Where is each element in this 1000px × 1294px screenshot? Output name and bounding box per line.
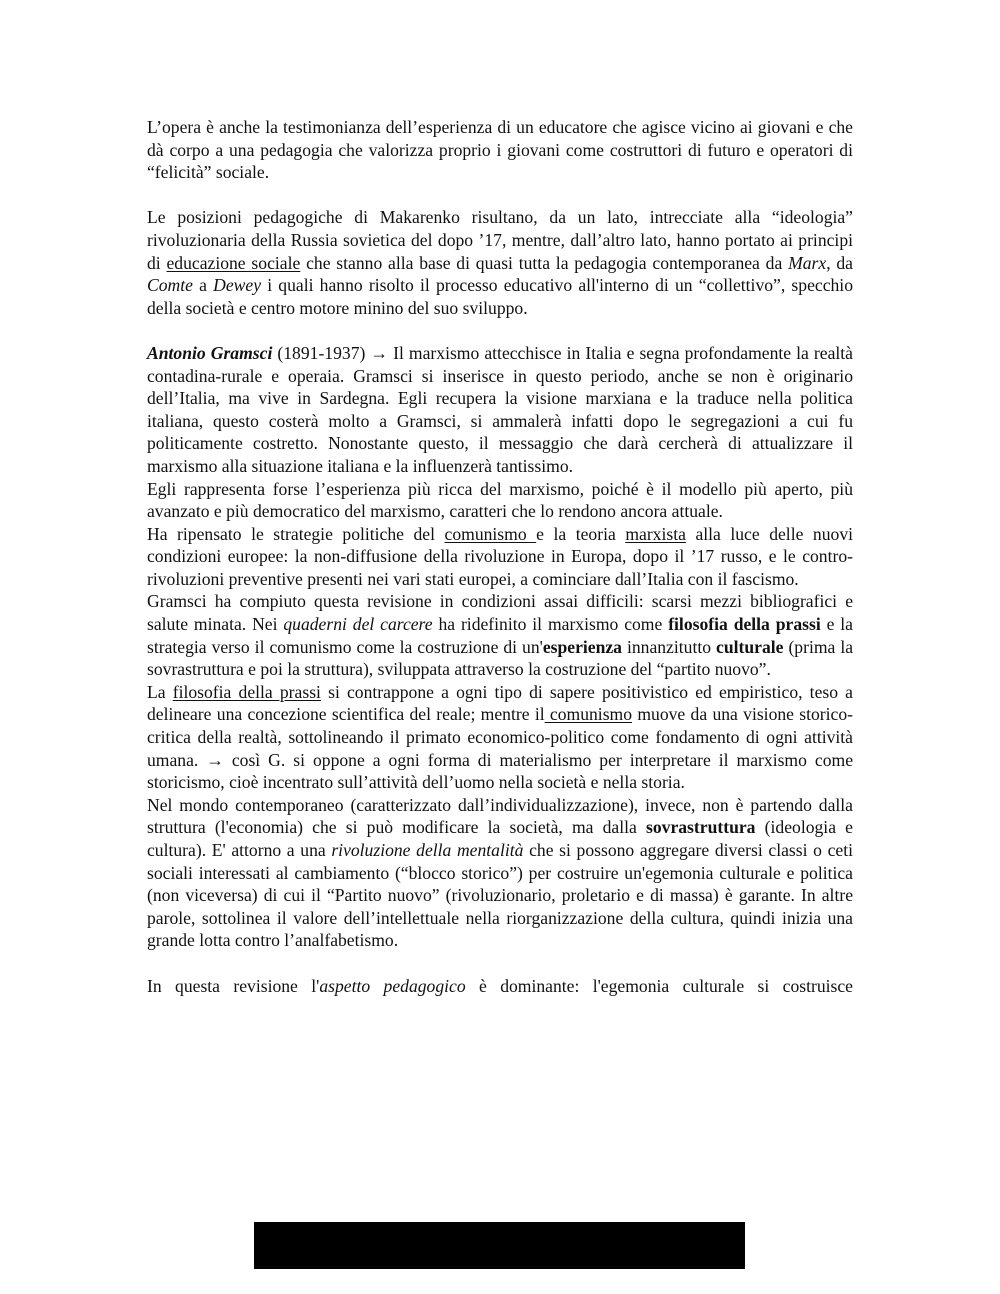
educazione-sociale-link[interactable]: educazione sociale: [166, 252, 301, 273]
text-run: è dominante: l'egemonia culturale si costruisce: [465, 975, 853, 996]
paragraph-gramsci-esperienza: [147, 478, 853, 523]
quaderni-title: quaderni del carcere: [283, 614, 433, 635]
filosofia-prassi-link[interactable]: filosofia della prassi: [172, 681, 321, 702]
marx-name: Marx: [788, 252, 827, 273]
rivoluzione-mentalita-term: rivoluzione della mentalità: [331, 840, 524, 860]
paragraph-opera: [147, 116, 853, 184]
text-run: e la teoria: [536, 523, 626, 544]
text-run: , da: [826, 252, 853, 273]
text-run: Nel mondo contemporaneo (caratterizzato dall’individualizzazione), invece, non è partendo dalla struttura (l'economia) che si può modificare la società, ma dalla: [147, 794, 853, 838]
paragraph-aspetto-pedagogico: [147, 975, 853, 998]
dewey-name: Dewey: [213, 275, 262, 296]
paragraph-revisione: [147, 590, 853, 680]
comunismo-link[interactable]: comunismo: [444, 523, 537, 544]
text-run: si contrappone a ogni tipo di sapere positivistico ed empiristico, teso a delineare una concezione scientifica del reale; mentre il: [147, 681, 853, 725]
text-run: Le posizioni pedagogiche di Makarenko risultano, da un lato, intrecciate alla “ideologia” rivoluzionaria della Russia sovietica del dopo ’17, mentre, dall’altro lato, hanno portato ai principi di: [147, 207, 853, 273]
paragraph-text: L’opera è anche la testimonianza dell’esperienza di un educatore che agisce vicino ai giovani e che dà corpo a una pedagogia che valorizza proprio i giovani come costruttori di futuro e operatori di “felicità” sociale.: [147, 117, 853, 183]
redaction-bar: [254, 1222, 745, 1269]
text-run: (prima la sovrastruttura e poi la struttura), sviluppata attraverso la costruzione del “partito nuovo”.: [147, 636, 854, 680]
text-run: Ha ripensato le strategie politiche del: [147, 523, 445, 544]
text-run: La: [147, 681, 173, 702]
paragraph-strategie: [147, 523, 853, 591]
sovrastruttura-term: sovrastruttura: [646, 817, 756, 838]
paragraph-text: Egli rappresenta forse l’esperienza più ricca del marxismo, poiché è il modello più aperto, più avanzato e più democratico del marxismo, caratteri che lo rendono ancora attuale.: [147, 478, 853, 522]
filosofia-prassi-term: filosofia della prassi: [668, 614, 821, 635]
culturale-term: culturale: [716, 636, 784, 657]
text-run: (1891-1937) → Il marxismo attecchisce in Italia e segna profondamente la realtà contadina-rurale e operaia. Gramsci si inserisce in questo periodo, anche se non è originario dell’Italia, ma vive in Sardegna. Egli recupera la visione marxiana e la traduce nella politica italiana, questo costerà molto a Gramsci, si ammalerà infatti dopo le segregazioni a cui fu politicamente costretto. Nonostante questo, il messaggio che darà cercherà di attualizzare il marxismo alla situazione italiana e la influenzerà tantissimo.: [147, 342, 853, 476]
marxista-link[interactable]: marxista: [625, 523, 686, 544]
paragraph-filosofia-prassi: [147, 681, 853, 794]
paragraph-gramsci-intro: [147, 342, 853, 478]
gramsci-heading: Antonio Gramsci: [147, 342, 273, 363]
comte-name: Comte: [147, 275, 193, 296]
aspetto-pedagogico-term: aspetto pedagogico: [319, 975, 466, 996]
paragraph-makarenko: [147, 206, 853, 319]
text-run: ha ridefinito il marxismo come: [432, 614, 669, 635]
esperienza-term: esperienza: [542, 636, 622, 657]
text-run: innanzitutto: [621, 636, 717, 657]
text-run: (ideologia e cultura). E' attorno a una: [147, 817, 853, 860]
comunismo-link-2[interactable]: comunismo: [544, 704, 633, 725]
document-page: [147, 116, 853, 997]
text-run: a: [192, 275, 214, 296]
text-run: e la strategia verso il comunismo come la costruzione di un': [147, 614, 853, 657]
text-run: Gramsci ha compiuto questa revisione in condizioni assai difficili: scarsi mezzi bibliografici e salute minata. Nei: [147, 591, 853, 635]
text-run: che si possono aggregare diversi classi o ceti sociali interessati al cambiamento (“blocco storico”) per costruire un'egemonia culturale e politica (non viceversa) di cui il “Partito nuovo” (rivoluzionario, proletario e di massa) è garante. In altre parole, sottolinea il valore dell’intellettuale nella riorganizzazione della cultura, quindi inizia una grande lotta contro l’analfabetismo.: [147, 840, 853, 951]
text-run: che stanno alla base di quasi tutta la pedagogia contemporanea da: [300, 252, 789, 273]
paragraph-mondo-contemporaneo: [147, 794, 853, 952]
text-run: i quali hanno risolto il processo educativo all'interno di un “collettivo”, specchio della società e centro motore minino del suo sviluppo.: [147, 275, 853, 318]
text-run: alla luce delle nuovi condizioni europee: la non-diffusione della rivoluzione in Europa, dopo il ’17 russo, e le contro-rivoluzioni preventive presenti nei vari stati europei, a cominciare dall’Italia con il fascismo.: [147, 523, 854, 589]
text-run: muove da una visione storico-critica della realtà, sottolineando il primato economico-politico come fondamento di ogni attività umana. → così G. si oppone a ogni forma di materialismo per interpretare il marxismo come storicismo, cioè incentrato sull’attività dell’uomo nella società e nella storia.: [147, 704, 854, 793]
text-run: In questa revisione l': [147, 975, 320, 996]
